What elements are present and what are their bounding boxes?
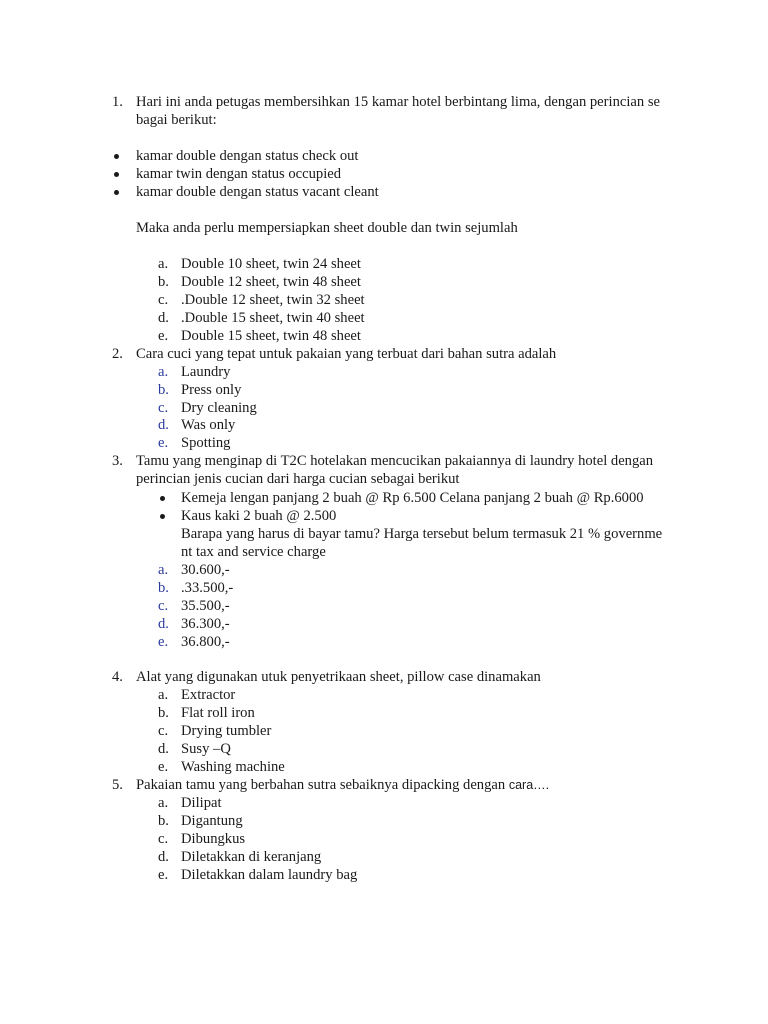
q5-text-line1: Pakaian tamu yang berbahan sutra sebaiknya dipacking dengan cara…. bbox=[136, 777, 550, 793]
option-text: Double 10 sheet, twin 24 sheet bbox=[181, 256, 361, 272]
q4-number: 4. bbox=[112, 669, 123, 685]
option-text: Washing machine bbox=[181, 759, 285, 775]
option-text: Double 15 sheet, twin 48 sheet bbox=[181, 328, 361, 344]
option-text: Digantung bbox=[181, 813, 243, 829]
option-letter: d. bbox=[158, 310, 169, 326]
option-letter: d. bbox=[158, 616, 169, 632]
option-letter: d. bbox=[158, 741, 169, 757]
q2-text-line1: Cara cuci yang tepat untuk pakaian yang terbuat dari bahan sutra adalah bbox=[136, 346, 557, 362]
option-letter: e. bbox=[158, 867, 169, 883]
option-text: Double 12 sheet, twin 48 sheet bbox=[181, 274, 361, 290]
q3-bullet: Kaus kaki 2 buah @ 2.500 bbox=[181, 508, 337, 524]
q2-number: 2. bbox=[112, 346, 123, 362]
q4-text-line1: Alat yang digunakan utuk penyetrikaan sheet, pillow case dinamakan bbox=[136, 669, 541, 685]
option-letter: a. bbox=[158, 562, 169, 578]
option-text: Was only bbox=[181, 417, 236, 433]
option-letter: a. bbox=[158, 364, 169, 380]
option-letter: b. bbox=[158, 705, 169, 721]
bullet-icon bbox=[160, 496, 165, 501]
option-text: Dry cleaning bbox=[181, 400, 257, 416]
option-letter: c. bbox=[158, 292, 169, 308]
option-letter: d. bbox=[158, 417, 169, 433]
option-letter: a. bbox=[158, 256, 169, 272]
option-text: Extractor bbox=[181, 687, 236, 703]
option-text: 35.500,- bbox=[181, 598, 230, 614]
q1-bullet: kamar double dengan status check out bbox=[136, 148, 359, 164]
option-letter: c. bbox=[158, 831, 169, 847]
q1-bullet: kamar twin dengan status occupied bbox=[136, 166, 342, 182]
option-letter: c. bbox=[158, 400, 169, 416]
option-text: Drying tumbler bbox=[181, 723, 272, 739]
option-text: Diletakkan di keranjang bbox=[181, 849, 322, 865]
q3-bullet: Kemeja lengan panjang 2 buah @ Rp 6.500 Celana panjang 2 buah @ Rp.6000 bbox=[181, 490, 644, 506]
option-letter: b. bbox=[158, 382, 169, 398]
option-text: 36.300,- bbox=[181, 616, 230, 632]
q1-text-line2: bagai berikut: bbox=[136, 112, 217, 128]
option-text: Diletakkan dalam laundry bag bbox=[181, 867, 358, 883]
q3-text-line1: Tamu yang menginap di T2C hotelakan mencucikan pakaiannya di laundry hotel dengan bbox=[136, 453, 654, 469]
option-letter: e. bbox=[158, 634, 169, 650]
option-letter: c. bbox=[158, 723, 169, 739]
option-letter: b. bbox=[158, 580, 169, 596]
bullet-icon bbox=[160, 514, 165, 519]
option-text: 30.600,- bbox=[181, 562, 230, 578]
q3-note-line2: nt tax and service charge bbox=[181, 544, 326, 560]
option-text: Press only bbox=[181, 382, 242, 398]
bullet-icon bbox=[114, 154, 119, 159]
option-letter: b. bbox=[158, 274, 169, 290]
q3-note-line1: Barapa yang harus di bayar tamu? Harga tersebut belum termasuk 21 % governme bbox=[181, 526, 663, 542]
option-letter: b. bbox=[158, 813, 169, 829]
bullet-icon bbox=[114, 190, 119, 195]
option-letter: e. bbox=[158, 435, 169, 451]
option-text: Susy –Q bbox=[181, 741, 231, 757]
q1-text-line1: Hari ini anda petugas membersihkan 15 kamar hotel berbintang lima, dengan perincian se bbox=[136, 94, 660, 110]
option-text: Spotting bbox=[181, 435, 231, 451]
q1-number: 1. bbox=[112, 94, 123, 110]
option-text: Flat roll iron bbox=[181, 705, 255, 721]
option-letter: c. bbox=[158, 598, 169, 614]
option-text: .Double 12 sheet, twin 32 sheet bbox=[181, 292, 365, 308]
option-text: 36.800,- bbox=[181, 634, 230, 650]
option-text: Dibungkus bbox=[181, 831, 246, 847]
option-letter: a. bbox=[158, 687, 169, 703]
option-text: Laundry bbox=[181, 364, 231, 380]
option-letter: e. bbox=[158, 759, 169, 775]
option-text: .Double 15 sheet, twin 40 sheet bbox=[181, 310, 365, 326]
q3-number: 3. bbox=[112, 453, 123, 469]
q3-text-line2: perincian jenis cucian dari harga cucian sebagai berikut bbox=[136, 471, 460, 487]
q1-bullet: kamar double dengan status vacant cleant bbox=[136, 184, 379, 200]
q5-number: 5. bbox=[112, 777, 123, 793]
option-text: Dilipat bbox=[181, 795, 222, 811]
bullet-icon bbox=[114, 172, 119, 177]
option-letter: e. bbox=[158, 328, 169, 344]
q1-prompt: Maka anda perlu mempersiapkan sheet double dan twin sejumlah bbox=[136, 220, 518, 236]
option-letter: a. bbox=[158, 795, 169, 811]
q5-text-tail: cara…. bbox=[508, 778, 550, 792]
option-text: .33.500,- bbox=[181, 580, 234, 596]
option-letter: d. bbox=[158, 849, 169, 865]
